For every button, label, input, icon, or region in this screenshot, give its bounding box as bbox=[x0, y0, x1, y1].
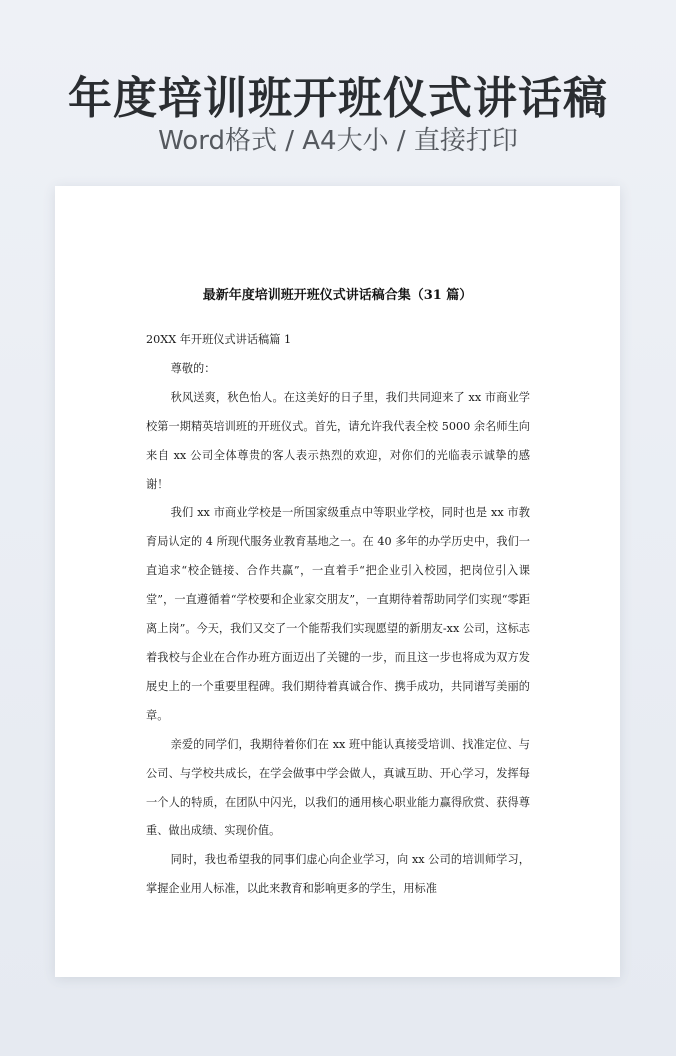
document-page bbox=[55, 186, 620, 977]
banner-title: 年度培训班开班仪式讲话稿 bbox=[68, 73, 608, 124]
paragraph: 秋风送爽，秋色怡人。在这美好的日子里，我们共同迎来了 xx 市商业学校第一期精英培训班的开班仪式。首先，请允许我代表全校 5000 余名师生向来自 xx 公司全体尊贵的客人表示热烈的欢迎，对你们的光临表示诚挚的感谢！ bbox=[146, 390, 530, 491]
paragraph: 亲爱的同学们，我期待着你们在 xx 班中能认真接受培训、找准定位、与公司、与学校共成长，在学会做事中学会做人，真诚互助、开心学习，发挥每一个人的特质，在团队中闪光，以我们的通用核心职业能力赢得欣赏、获得尊重、做出成绩、实现价值。 bbox=[146, 737, 530, 838]
salutation: 尊敬的： bbox=[170, 361, 216, 375]
document-heading: 最新年度培训班开班仪式讲话稿合集（31 篇） bbox=[202, 288, 473, 303]
document-body bbox=[146, 326, 530, 904]
paragraph: 同时，我也希望我的同事们虚心向企业学习，向 xx 公司的培训师学习，掌握企业用人标准，以此来教育和影响更多的学生，用标准 bbox=[146, 853, 530, 896]
paragraph: 我们 xx 市商业学校是一所国家级重点中等职业学校，同时也是 xx 市教育局认定的 4 所现代服务业教育基地之一。在 40 多年的办学历史中，我们一直追求“校企链接、合作共赢”，一直着手“把企业引入校园，把岗位引入课堂”，一直遵循着“学校要和企业家交朋友”，一直期待着帮助同学们实现“零距离上岗”。今天，我们又交了一个能帮我们实现愿望的新朋友-xx 公司，这标志着我校与企业在合作办班方面迈出了关键的一步，而且这一步也将成为双方发展史上的一个重要里程碑。我们期待着真诚合作、携手成功，共同谱写美丽的章。 bbox=[146, 506, 530, 722]
section-title: 20XX 年开班仪式讲话稿篇 1 bbox=[146, 333, 292, 346]
banner bbox=[0, 0, 676, 186]
banner-subtitle: Word格式 / A4大小 / 直接打印 bbox=[158, 126, 518, 156]
